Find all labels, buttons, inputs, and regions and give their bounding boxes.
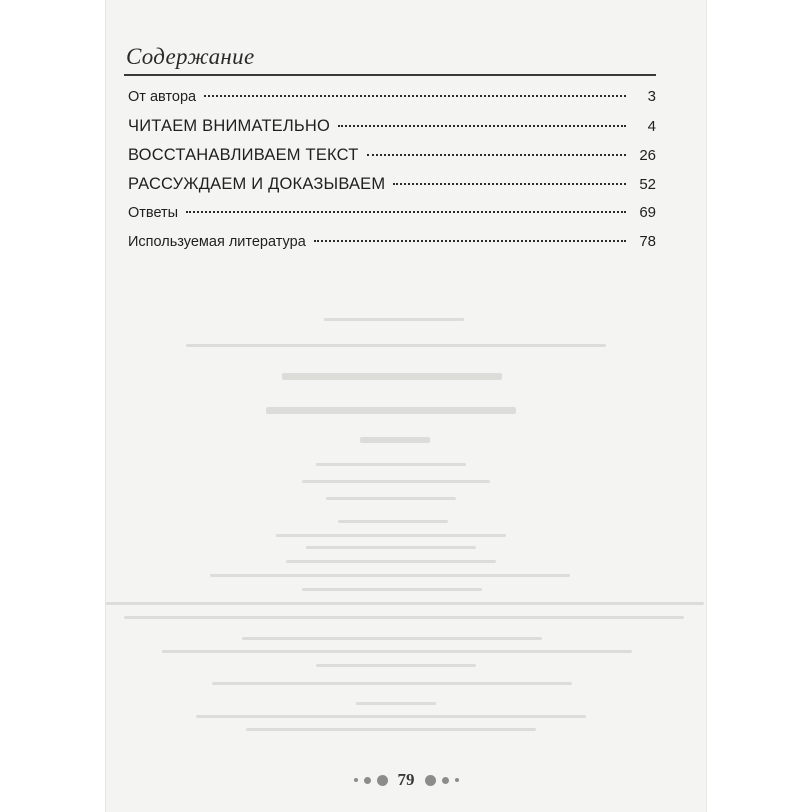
dot-leader xyxy=(338,125,626,127)
toc-entry xyxy=(128,175,656,204)
toc-entry-page: 52 xyxy=(639,176,656,193)
toc-entry xyxy=(128,117,656,146)
toc-entry-page: 69 xyxy=(639,204,656,221)
toc-entry-label: ЧИТАЕМ ВНИМАТЕЛЬНО xyxy=(128,117,331,135)
toc-title: Содержание xyxy=(126,44,255,69)
ornament-dot xyxy=(377,775,388,786)
book-page xyxy=(106,0,706,812)
title-rule xyxy=(124,74,656,76)
toc-entry xyxy=(128,88,656,117)
toc-entry xyxy=(128,233,656,262)
toc-entry xyxy=(128,146,656,175)
ornament-dot xyxy=(364,777,371,784)
toc-entry-page: 26 xyxy=(639,147,656,164)
ornament-dot xyxy=(354,778,358,782)
toc-entry xyxy=(128,204,656,233)
toc-entry-page: 4 xyxy=(647,118,656,135)
dot-leader xyxy=(367,154,627,156)
toc-entry-label: Ответы xyxy=(128,205,179,221)
toc-entry-label: ВОССТАНАВЛИВАЕМ ТЕКСТ xyxy=(128,146,359,164)
dot-leader xyxy=(393,183,626,185)
dot-leader xyxy=(314,240,626,242)
ornament-dot xyxy=(455,778,459,782)
page-number xyxy=(106,770,706,790)
dot-leader xyxy=(204,95,626,97)
dot-leader xyxy=(186,211,626,213)
toc-entry-page: 78 xyxy=(639,233,656,250)
toc-entry-label: От автора xyxy=(128,89,197,105)
toc-entry-page: 3 xyxy=(647,88,656,105)
toc-entry-label: РАССУЖДАЕМ И ДОКАЗЫВАЕМ xyxy=(128,175,386,193)
page-number-text: 79 xyxy=(397,770,415,789)
ornament-dot xyxy=(442,777,449,784)
ornament-dot xyxy=(425,775,436,786)
toc-list xyxy=(128,88,656,262)
toc-entry-label: Используемая литература xyxy=(128,234,306,250)
